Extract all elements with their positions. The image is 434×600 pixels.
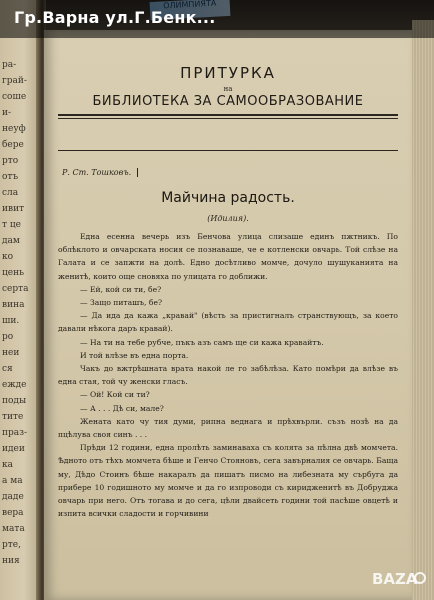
- left-page-fragment: ка: [2, 460, 13, 470]
- banner-text: Гр.Варна ул.Г.Бенк...: [14, 8, 216, 27]
- paragraph: — На ти на тебе рубче, пъкъ азъ самъ ще си кажа кравайтъ.: [80, 337, 324, 347]
- left-page-fragment: ивит: [2, 204, 25, 214]
- left-page-fragment: ши.: [2, 316, 20, 326]
- header-rule-thin: [58, 118, 398, 119]
- left-page-fragment: праз-: [2, 428, 28, 438]
- left-page-fragment: ежде: [2, 380, 27, 390]
- header-rule-bottom: [58, 150, 398, 151]
- svg-text:BAZA: BAZA: [372, 570, 418, 588]
- paragraph: Прѣди 12 години, една пролѣть заминаваха съ колята за пѣлна двѣ момчета. Ѣдното отъ тѣхъ момчета бѣше и Генчо Стояновъ, сега завърналия се овчарь. Баща му, Дѣдо Стоинъ бѣше накаралъ да пишатъ писмо на либезната му сърбуга да прибере 10 годишното му момче и да го изпроводи съ киридженитѣ въ Добруджа овчарь при него. Отъ тогава и до сега, цѣли двайсеть години той пасѣше овцетѣ и изпита всички сладости и горчивини: [58, 443, 398, 519]
- book-page: [44, 30, 412, 600]
- watermark-logo: [370, 562, 426, 594]
- left-page-fragment: вина: [2, 300, 25, 310]
- left-page-fragment: ния: [2, 556, 20, 566]
- paragraph: — Ей, кой си ти, бе?: [80, 284, 162, 294]
- page-stack-edge: [412, 20, 434, 600]
- paragraph: Чакъ до вжтрѣшната врата накой ле го забѣлѣза. Като помѣри да влѣзе въ една стая, той чу женски гласъ.: [58, 364, 398, 387]
- left-page-fragment: мата: [2, 524, 25, 534]
- left-page-fragment: бере: [2, 140, 24, 150]
- left-page-edge: [0, 0, 40, 600]
- story-body: [58, 230, 398, 520]
- left-page-fragment: соше: [2, 92, 27, 102]
- left-page-fragment: ра-: [2, 60, 17, 70]
- left-page-fragment: идеи: [2, 444, 25, 454]
- header-rule-top: [58, 114, 398, 116]
- left-page-fragment: рто: [2, 156, 19, 166]
- left-page-fragment: даде: [2, 492, 24, 502]
- story-genre: (Идилия).: [207, 214, 249, 223]
- left-page-fragment: а ма: [2, 476, 23, 486]
- left-page-fragment: сла: [2, 188, 19, 198]
- left-page-fragment: отъ: [2, 172, 19, 182]
- paragraph: — Защо питашъ, бе?: [80, 298, 163, 308]
- paragraph: Жената като чу тия думи, рипна веднага и прѣхвърли. съзъ нозѣ на да пцѣлува своя синъ . . .: [58, 416, 398, 440]
- left-page-fragment: рте,: [2, 540, 21, 550]
- paragraph: — Да ида да кажа „кравай" (вѣсть за пристигналъ странствующъ, за което давали нѣкога даръ кравай).: [58, 311, 398, 334]
- header-title: ПРИТУРКА: [180, 64, 276, 82]
- header-connector: на: [223, 85, 233, 93]
- location-banner: [0, 0, 434, 38]
- left-page-fragment: грай-: [2, 76, 27, 86]
- paragraph: — А . . . Дѣ си, мале?: [80, 403, 164, 413]
- left-page-fragment: ся: [2, 364, 13, 374]
- left-page-fragment: т це: [2, 220, 21, 230]
- left-page-fragment: цень: [2, 268, 25, 278]
- header-subtitle: БИБЛИОТЕКА ЗА САМООБРАЗОВАНИЕ: [92, 94, 364, 109]
- author-name: Р. Ст. Тошковъ.: [62, 168, 138, 177]
- left-page-fragment: тите: [2, 412, 24, 422]
- paragraph: Една есенна вечерь изъ Бенчова улица слизаше единъ пжтникъ. По облѣклото и овчарската носия се познаваше, че е котленски овчарь. Той слѣзе на Галата и се запжти на долѣ. Едно досѣтливо момче, дочуло шушуканията на женитѣ, които още сновяха по улицата го доближи.: [58, 232, 398, 281]
- left-page-fragment: серта: [2, 284, 29, 294]
- left-page-fragment: вера: [2, 508, 24, 518]
- left-page-fragment: и-: [2, 108, 12, 118]
- paragraph: И той влѣзе въ една порта.: [80, 350, 189, 360]
- left-page-fragment: неуф: [2, 124, 26, 134]
- left-page-fragment: поды: [2, 396, 27, 406]
- story-title: Майчина радость.: [161, 190, 295, 206]
- left-page-fragment: неи: [2, 348, 20, 358]
- paragraph: — Ой! Кой си ти?: [80, 390, 150, 400]
- left-page-fragment: ко: [2, 252, 14, 262]
- left-page-fragment: дам: [2, 236, 20, 246]
- left-page-fragment: ро: [2, 332, 14, 342]
